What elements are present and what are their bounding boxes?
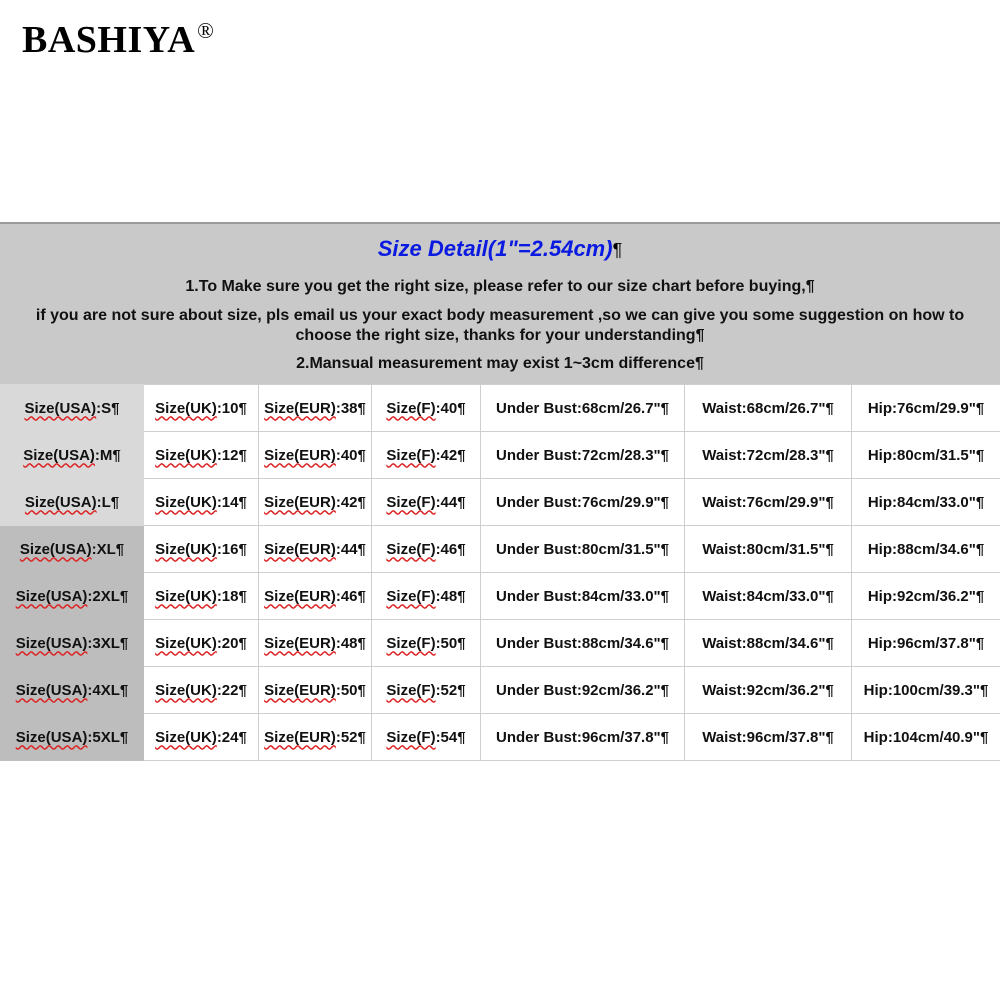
table-row xyxy=(1,432,1000,479)
cell-f: Size(F):54¶ xyxy=(372,714,481,761)
cell-eur: Size(EUR):42¶ xyxy=(259,479,372,526)
cell-eur: Size(EUR):48¶ xyxy=(259,620,372,667)
registered-mark: ® xyxy=(197,18,215,44)
cell-hip: Hip:76cm/29.9"¶ xyxy=(852,385,1000,432)
cell-eur: Size(EUR):40¶ xyxy=(259,432,372,479)
cell-uk: Size(UK):10¶ xyxy=(144,385,259,432)
cell-eur: Size(EUR):38¶ xyxy=(259,385,372,432)
cell-usa: Size(USA):M¶ xyxy=(1,432,144,479)
cell-hip: Hip:92cm/36.2"¶ xyxy=(852,573,1000,620)
cell-waist: Waist:96cm/37.8"¶ xyxy=(685,714,852,761)
cell-f: Size(F):50¶ xyxy=(372,620,481,667)
table-row xyxy=(1,714,1000,761)
cell-eur: Size(EUR):52¶ xyxy=(259,714,372,761)
cell-hip: Hip:96cm/37.8"¶ xyxy=(852,620,1000,667)
cell-uk: Size(UK):24¶ xyxy=(144,714,259,761)
cell-usa: Size(USA):4XL¶ xyxy=(1,667,144,714)
cell-bust: Under Bust:92cm/36.2"¶ xyxy=(481,667,685,714)
table-row xyxy=(1,620,1000,667)
cell-f: Size(F):42¶ xyxy=(372,432,481,479)
instruction-line-2 xyxy=(0,306,1000,346)
brand-logo xyxy=(22,18,214,62)
table-row xyxy=(1,526,1000,573)
instruction-line-2a: if you are not sure about size, pls email us your exact body measurement ,so we can give you some suggestion on how to xyxy=(35,307,965,324)
cell-waist: Waist:80cm/31.5"¶ xyxy=(685,526,852,573)
cell-bust: Under Bust:68cm/26.7"¶ xyxy=(481,385,685,432)
cell-usa: Size(USA):L¶ xyxy=(1,479,144,526)
table-row xyxy=(1,385,1000,432)
cell-hip: Hip:84cm/33.0"¶ xyxy=(852,479,1000,526)
size-table xyxy=(0,384,1000,761)
cell-bust: Under Bust:88cm/34.6"¶ xyxy=(481,620,685,667)
cell-bust: Under Bust:96cm/37.8"¶ xyxy=(481,714,685,761)
instruction-line-2b: choose the right size, thanks for your understanding¶ xyxy=(295,327,705,344)
cell-waist: Waist:68cm/26.7"¶ xyxy=(685,385,852,432)
brand-name: BASHIYA xyxy=(22,19,196,61)
cell-usa: Size(USA):5XL¶ xyxy=(1,714,144,761)
cell-bust: Under Bust:84cm/33.0"¶ xyxy=(481,573,685,620)
cell-uk: Size(UK):20¶ xyxy=(144,620,259,667)
cell-f: Size(F):40¶ xyxy=(372,385,481,432)
cell-f: Size(F):46¶ xyxy=(372,526,481,573)
cell-waist: Waist:92cm/36.2"¶ xyxy=(685,667,852,714)
cell-f: Size(F):48¶ xyxy=(372,573,481,620)
cell-bust: Under Bust:80cm/31.5"¶ xyxy=(481,526,685,573)
cell-usa: Size(USA):2XL¶ xyxy=(1,573,144,620)
cell-eur: Size(EUR):46¶ xyxy=(259,573,372,620)
cell-uk: Size(UK):14¶ xyxy=(144,479,259,526)
table-row xyxy=(1,667,1000,714)
instruction-line-1: 1.To Make sure you get the right size, please refer to our size chart before buying,¶ xyxy=(185,278,815,295)
table-row xyxy=(1,479,1000,526)
cell-hip: Hip:100cm/39.3"¶ xyxy=(852,667,1000,714)
cell-bust: Under Bust:76cm/29.9"¶ xyxy=(481,479,685,526)
table-row xyxy=(1,573,1000,620)
cell-waist: Waist:88cm/34.6"¶ xyxy=(685,620,852,667)
cell-waist: Waist:72cm/28.3"¶ xyxy=(685,432,852,479)
cell-waist: Waist:76cm/29.9"¶ xyxy=(685,479,852,526)
cell-eur: Size(EUR):50¶ xyxy=(259,667,372,714)
size-detail-title: Size Detail(1"=2.54cm)¶ xyxy=(377,236,623,261)
cell-usa: Size(USA):S¶ xyxy=(1,385,144,432)
cell-uk: Size(UK):12¶ xyxy=(144,432,259,479)
cell-hip: Hip:88cm/34.6"¶ xyxy=(852,526,1000,573)
cell-eur: Size(EUR):44¶ xyxy=(259,526,372,573)
cell-uk: Size(UK):18¶ xyxy=(144,573,259,620)
cell-f: Size(F):52¶ xyxy=(372,667,481,714)
cell-usa: Size(USA):3XL¶ xyxy=(1,620,144,667)
size-chart xyxy=(0,222,1000,761)
cell-usa: Size(USA):XL¶ xyxy=(1,526,144,573)
cell-waist: Waist:84cm/33.0"¶ xyxy=(685,573,852,620)
instruction-line-3: 2.Mansual measurement may exist 1~3cm difference¶ xyxy=(296,355,704,372)
cell-uk: Size(UK):22¶ xyxy=(144,667,259,714)
cell-hip: Hip:80cm/31.5"¶ xyxy=(852,432,1000,479)
cell-hip: Hip:104cm/40.9"¶ xyxy=(852,714,1000,761)
cell-uk: Size(UK):16¶ xyxy=(144,526,259,573)
size-chart-header xyxy=(0,224,1000,384)
cell-bust: Under Bust:72cm/28.3"¶ xyxy=(481,432,685,479)
cell-f: Size(F):44¶ xyxy=(372,479,481,526)
